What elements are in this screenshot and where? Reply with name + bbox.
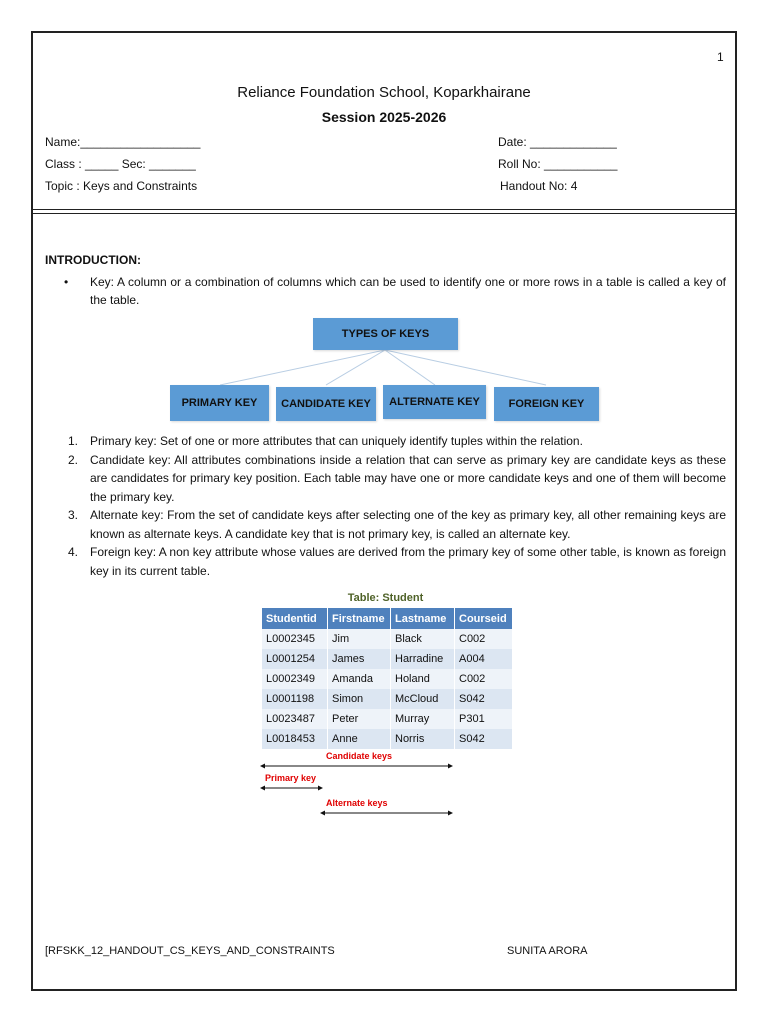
introduction-heading: INTRODUCTION: [45,253,141,267]
column-header-lastname: Lastname [391,608,455,629]
page-number: 1 [717,50,724,64]
table-cell: McCloud [391,689,455,709]
diagram-primary-key: PRIMARY KEY [170,385,269,421]
roll-number-field: Roll No: ___________ [498,157,618,171]
key-types-list [64,432,726,580]
list-item [64,543,726,580]
candidate-keys-label: Candidate keys [326,751,393,761]
table-row [262,669,513,689]
table-cell: Amanda [328,669,391,689]
class-section-field: Class : _____ Sec: _______ [45,157,196,171]
list-item-number: 2. [68,452,79,467]
bullet-marker: • [64,275,69,289]
table-cell: L0002345 [262,629,328,649]
table-cell: L0001254 [262,649,328,669]
table-header-row [262,608,513,629]
list-item-text: Foreign key: A non key attribute whose values are derived from the primary key of some other table, is known as foreign key in its current table. [90,545,726,578]
table-cell: A004 [455,649,513,669]
diagram-foreign-key: FOREIGN KEY [494,387,599,421]
table-cell: L0023487 [262,709,328,729]
footer-document-code: [RFSKK_12_HANDOUT_CS_KEYS_AND_CONSTRAINTS [45,945,335,957]
table-cell: Holand [391,669,455,689]
table-cell: Murray [391,709,455,729]
table-title: Table: Student [347,592,424,604]
table-cell: C002 [455,669,513,689]
list-item [64,451,726,507]
table-cell: S042 [455,689,513,709]
topic-field: Topic : Keys and Constraints [45,179,198,193]
table-row [262,689,513,709]
column-header-courseid: Courseid [455,608,513,629]
table-cell: Black [391,629,455,649]
primary-key-arrow [258,782,328,794]
table-cell: Simon [328,689,391,709]
name-field: Name:__________________ [45,135,201,149]
connector-primary [220,350,385,385]
diagram-root-types-of-keys: TYPES OF KEYS [313,318,458,350]
table-cell: C002 [455,629,513,649]
column-header-studentid: Studentid [262,608,328,629]
primary-key-label: Primary key [265,773,317,783]
table-cell: Anne [328,729,391,749]
connector-candidate [326,350,385,385]
handout-number: Handout No: 4 [500,179,578,193]
table-cell: Harradine [391,649,455,669]
alternate-keys-label: Alternate keys [326,798,388,808]
table-row [262,709,513,729]
date-field: Date: _____________ [498,135,617,149]
footer-author: SUNITA ARORA [507,945,588,957]
list-item-text: Primary key: Set of one or more attributes that can uniquely identify tuples within the relation. [90,434,583,448]
table-cell: Jim [328,629,391,649]
diagram-alternate-key: ALTERNATE KEY [383,385,486,419]
list-item-text: Candidate key: All attributes combinations inside a relation that can serve as primary key are candidate keys as these are candidates for primary key position. Each table may have one or more candidate keys and one of them will become the primary key. [90,452,726,504]
alternate-keys-arrow [318,807,458,819]
table-cell: L0001198 [262,689,328,709]
candidate-keys-arrow [258,760,458,772]
table-row [262,649,513,669]
table-cell: L0002349 [262,669,328,689]
table-cell: S042 [455,729,513,749]
list-item [64,432,726,451]
list-item [64,506,726,543]
session-title: Session 2025-2026 [321,109,447,125]
table-cell: P301 [455,709,513,729]
table-cell: James [328,649,391,669]
diagram-connectors [0,0,768,440]
table-cell: Norris [391,729,455,749]
school-name: Reliance Foundation School, Koparkhairane [237,84,531,101]
list-item-number: 1. [68,434,79,448]
table-cell: Peter [328,709,391,729]
diagram-candidate-key: CANDIDATE KEY [276,387,376,421]
student-table [262,608,513,749]
column-header-firstname: Firstname [328,608,391,629]
list-item-text: Alternate key: From the set of candidate keys after selecting one of the key as primary key, all other remaining keys are known as alternate keys. A candidate key that is not primary key, is called an alternate key. [90,508,726,541]
list-item-number: 3. [68,508,79,522]
table-row [262,729,513,749]
table-cell: L0018453 [262,729,328,749]
list-item-number: 4. [68,545,79,559]
table-row [262,629,513,649]
key-definition-text: Key: A column or a combination of columns which can be used to identify one or more rows in a table is called a key of the table. [90,275,726,307]
